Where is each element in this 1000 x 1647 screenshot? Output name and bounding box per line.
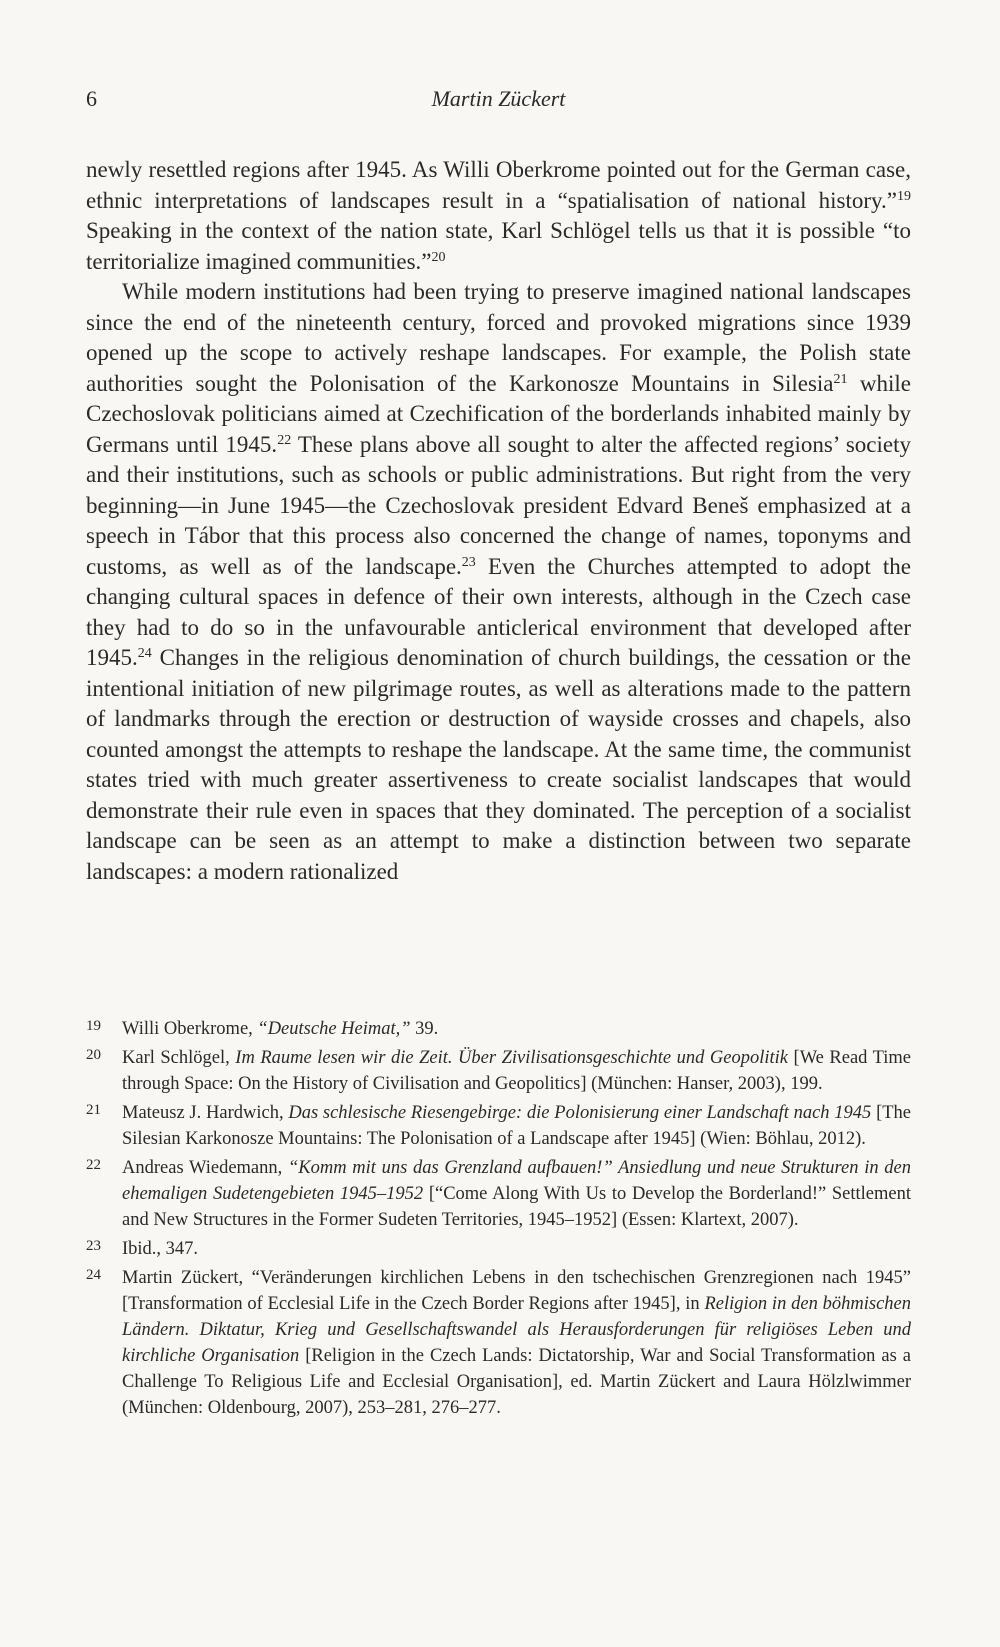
page-number: 6 — [86, 86, 97, 111]
footnote-text: Andreas Wiedemann, — [122, 1158, 288, 1178]
footnote-title: “Deutsche Heimat,” — [257, 1019, 411, 1039]
footnote-text: [The Silesian Karkonosze Mountains: The Polonisation of a Landscape after 1945] (Wien: Böhlau, 2012). — [122, 1103, 911, 1149]
footnote-ref-23: 23 — [461, 554, 476, 570]
footnote-text: [“Come Along With Us to Develop the Borderland!” Settlement and New Structures in the Former Sudeten Territories, 1945–1952] (Essen: Klartext, 2007). — [122, 1184, 912, 1230]
footnote-text: Mateusz J. Hardwich, — [122, 1103, 289, 1123]
footnote-text: Willi Oberkrome, — [122, 1019, 258, 1039]
page-header — [86, 86, 911, 122]
footnote-text: 39. — [410, 1019, 439, 1039]
paragraph-text: Changes in the religious denomination of church buildings, the cessation or the intentional initiation of new pilgrimage routes, as well as alterations made to the pattern of landmarks through the erection or destruction of wayside crosses and chapels, also counted amongst the attempts to reshape the landscape. At the same time, the communist states tried with much greater assertiveness to create socialist landscapes that would demonstrate their rule even in spaces that they dominated. The perception of a socialist landscape can be seen as an attempt to make a distinction between two separate landscapes: a modern rationalized — [86, 645, 911, 884]
footnote-ref-22: 22 — [277, 432, 292, 448]
footnote-19 — [86, 1016, 911, 1042]
paragraph-text: These plans above all sought to alter the affected regions’ society and their institutions, such as schools or public administrations. But right from the very beginning—in June 1945—the Czechoslovak president Edvard Beneš emphasized at a speech in Tábor that this process also concerned the change of names, toponyms and customs, as well as of the landscape. — [86, 431, 912, 579]
footnote-text: [Religion in the Czech Lands: Dictatorship, War and Social Transformation as a Challenge To Religious Life and Ecclesial Organisation], ed. Martin Zückert and Laura Hölzlwimmer (München: Oldenbourg, 2007), 253–281, 276–277. — [122, 1346, 911, 1418]
paragraph-text: while Czechoslovak politicians aimed at Czechification of the borderlands inhabited mainly by Germans until 1945. — [86, 370, 911, 457]
paragraph-2 — [86, 277, 911, 887]
footnote-title: Religion in den böhmischen Ländern. Diktatur, Krieg und Gesellschaftswandel als Herausforderungen für religiöses Leben und kirchliche Organisation — [122, 1294, 912, 1366]
footnote-text: Ibid., 347. — [122, 1239, 199, 1259]
main-text — [86, 155, 911, 887]
paragraph-text: newly resettled regions after 1945. As Willi Oberkrome pointed out for the German case, ethnic interpretations of landscapes result in a “spatialisation of national history.” — [86, 157, 911, 213]
paragraph-text: Speaking in the context of the nation state, Karl Schlögel tells us that it is possible “to territorialize imagined communities.” — [86, 218, 911, 274]
footnote-22 — [86, 1155, 911, 1233]
footnotes — [86, 1016, 911, 1424]
footnote-number: 20 — [86, 1047, 101, 1063]
footnote-ref-20: 20 — [431, 249, 446, 265]
footnote-number: 22 — [86, 1157, 101, 1173]
footnote-20 — [86, 1045, 911, 1097]
footnote-text: [We Read Time through Space: On the History of Civilisation and Geopolitics] (München: Hanser, 2003), 199. — [122, 1048, 912, 1094]
footnote-text: Martin Zückert, “Veränderungen kirchlichen Lebens in den tschechischen Grenzregionen nach 1945” [Transformation of Ecclesial Life in the Czech Border Regions after 1945], in — [122, 1268, 911, 1314]
footnote-title: Das schlesische Riesengebirge: die Polonisierung einer Landschaft nach 1945 — [288, 1103, 872, 1123]
footnote-title: “Komm mit uns das Grenzland aufbauen!” Ansiedlung und neue Strukturen in den ehemaligen Sudetengebieten 1945–1952 — [122, 1158, 911, 1204]
footnote-23 — [86, 1236, 911, 1262]
paragraph-1 — [86, 155, 911, 277]
running-head: Martin Zückert — [431, 86, 566, 111]
footnote-number: 24 — [86, 1267, 101, 1283]
footnote-24 — [86, 1265, 911, 1421]
footnote-number: 21 — [86, 1102, 101, 1118]
footnote-21 — [86, 1100, 911, 1152]
footnote-ref-21: 21 — [833, 371, 848, 387]
footnote-number: 23 — [86, 1238, 101, 1254]
footnote-title: Im Raume lesen wir die Zeit. Über Zivilisationsgeschichte und Geopolitik — [235, 1048, 789, 1068]
footnote-ref-24: 24 — [137, 646, 152, 661]
footnote-number: 19 — [86, 1018, 101, 1034]
footnote-text: Karl Schlögel, — [122, 1048, 236, 1068]
paragraph-text: Even the Churches attempted to adopt the changing cultural spaces in defence of their own interests, although in the Czech case they had to do so in the unfavourable anticlerical environment that developed after 1945. — [86, 553, 911, 670]
footnote-ref-19: 19 — [897, 188, 911, 204]
paragraph-text: While modern institutions had been trying to preserve imagined national landscapes since the end of the nineteenth century, forced and provoked migrations since 1939 opened up the scope to actively reshape landscapes. For example, the Polish state authorities sought the Polonisation of the Karkonosze Mountains in Silesia — [86, 279, 911, 396]
